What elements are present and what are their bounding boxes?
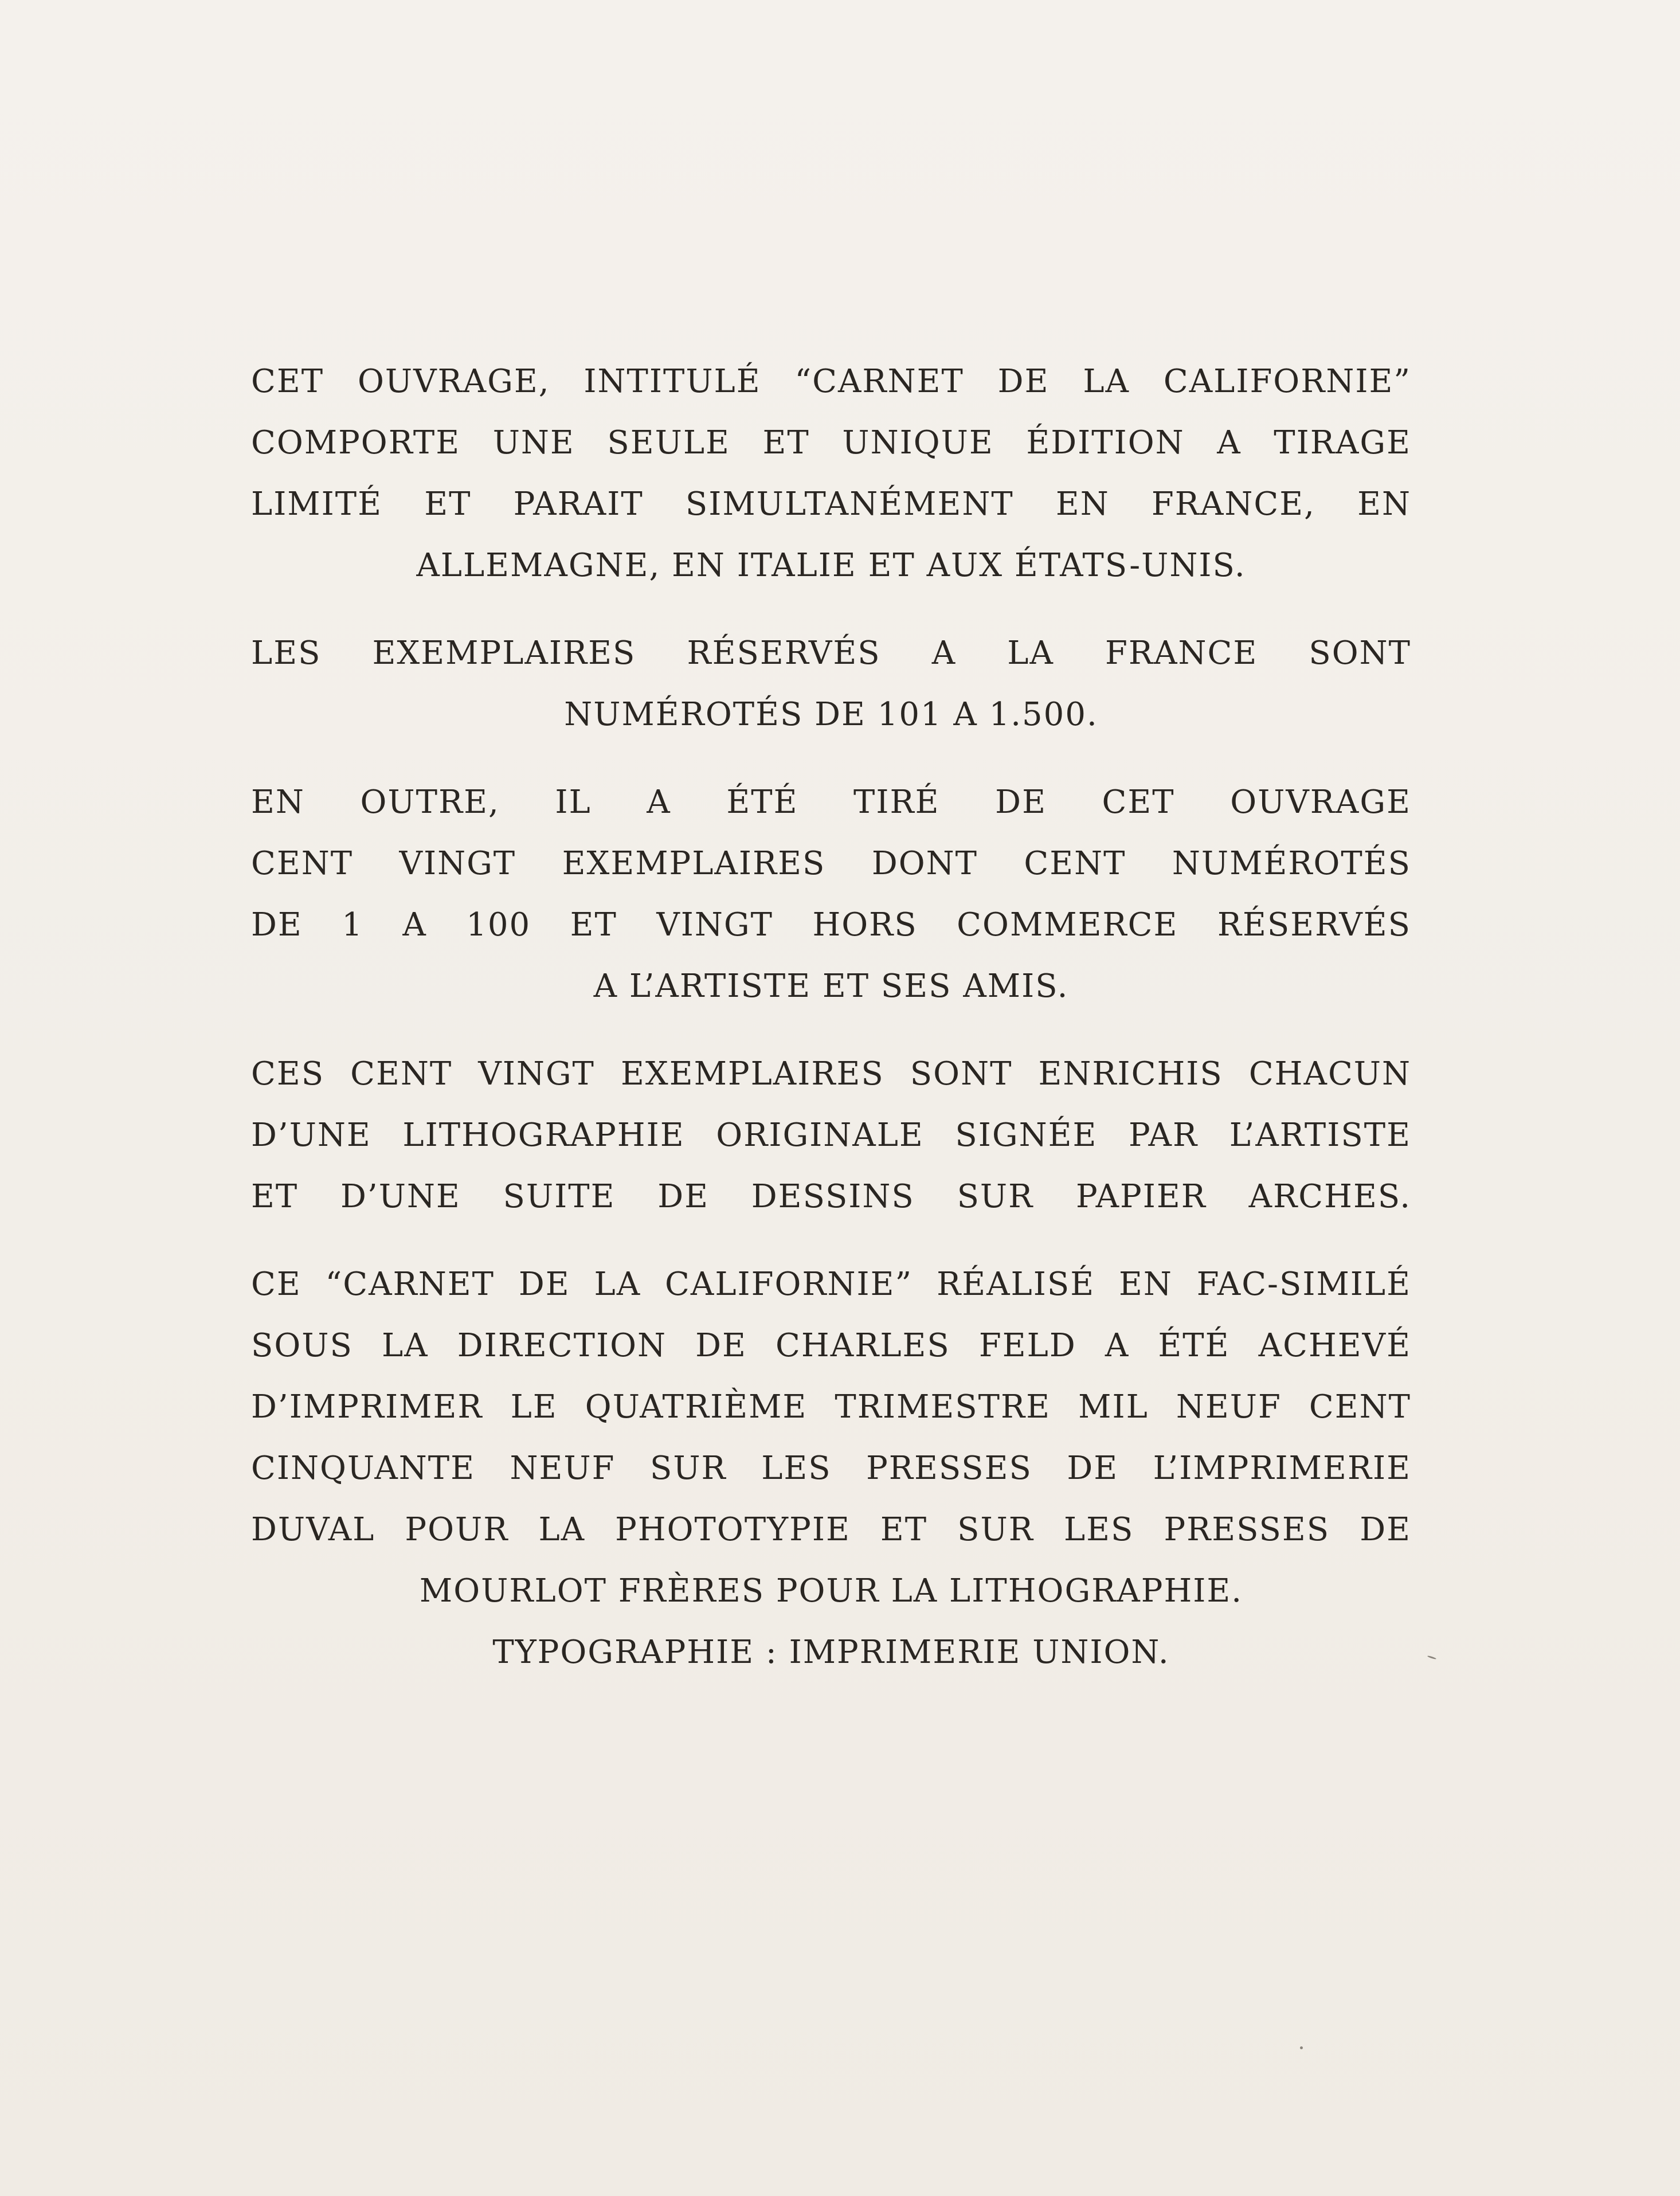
text-line: CENT VINGT EXEMPLAIRES DONT CENT NUMÉROTÉS — [251, 845, 1411, 882]
paragraph-special-copies — [251, 772, 1411, 1017]
text-line: SOUS LA DIRECTION DE CHARLES FELD A ÉTÉ ACHEVÉ — [251, 1327, 1411, 1364]
text-line: LIMITÉ ET PARAIT SIMULTANÉMENT EN FRANCE, EN — [251, 486, 1411, 523]
text-line: CES CENT VINGT EXEMPLAIRES SONT ENRICHIS CHACUN — [251, 1055, 1411, 1093]
text-line: A L’ARTISTE ET SES AMIS. — [593, 968, 1069, 1005]
text-line: ALLEMAGNE, EN ITALIE ET AUX ÉTATS-UNIS. — [416, 547, 1246, 584]
text-line: LES EXEMPLAIRES RÉSERVÉS A LA FRANCE SONT — [251, 635, 1411, 672]
paper-speck — [1300, 2046, 1303, 2049]
paragraph-printing — [251, 1254, 1411, 1683]
text-line: CET OUVRAGE, INTITULÉ “CARNET DE LA CALIFORNIE” — [251, 363, 1411, 400]
text-line: EN OUTRE, IL A ÉTÉ TIRÉ DE CET OUVRAGE — [251, 784, 1411, 821]
text-line: D’UNE LITHOGRAPHIE ORIGINALE SIGNÉE PAR L’ARTISTE — [251, 1117, 1411, 1154]
paragraph-edition — [251, 351, 1411, 596]
text-line: DUVAL POUR LA PHOTOTYPIE ET SUR LES PRESSES DE — [251, 1511, 1411, 1548]
text-line: CINQUANTE NEUF SUR LES PRESSES DE L’IMPRIMERIE — [251, 1450, 1411, 1487]
text-line: ET D’UNE SUITE DE DESSINS SUR PAPIER ARCHES. — [251, 1178, 1411, 1215]
colophon-text — [251, 351, 1411, 1709]
paragraph-enrichment — [251, 1043, 1411, 1227]
text-line: COMPORTE UNE SEULE ET UNIQUE ÉDITION A TIRAGE — [251, 424, 1411, 461]
text-line: D’IMPRIMER LE QUATRIÈME TRIMESTRE MIL NEUF CENT — [251, 1388, 1411, 1426]
text-line: TYPOGRAPHIE : IMPRIMERIE UNION. — [492, 1634, 1170, 1671]
text-line: NUMÉROTÉS DE 101 A 1.500. — [564, 696, 1098, 733]
text-line: DE 1 A 100 ET VINGT HORS COMMERCE RÉSERVÉS — [251, 906, 1411, 944]
text-line: CE “CARNET DE LA CALIFORNIE” RÉALISÉ EN FAC-SIMILÉ — [251, 1266, 1411, 1303]
paper-speck — [1427, 1655, 1436, 1660]
text-line: MOURLOT FRÈRES POUR LA LITHOGRAPHIE. — [419, 1572, 1243, 1610]
paragraph-france-copies — [251, 623, 1411, 745]
